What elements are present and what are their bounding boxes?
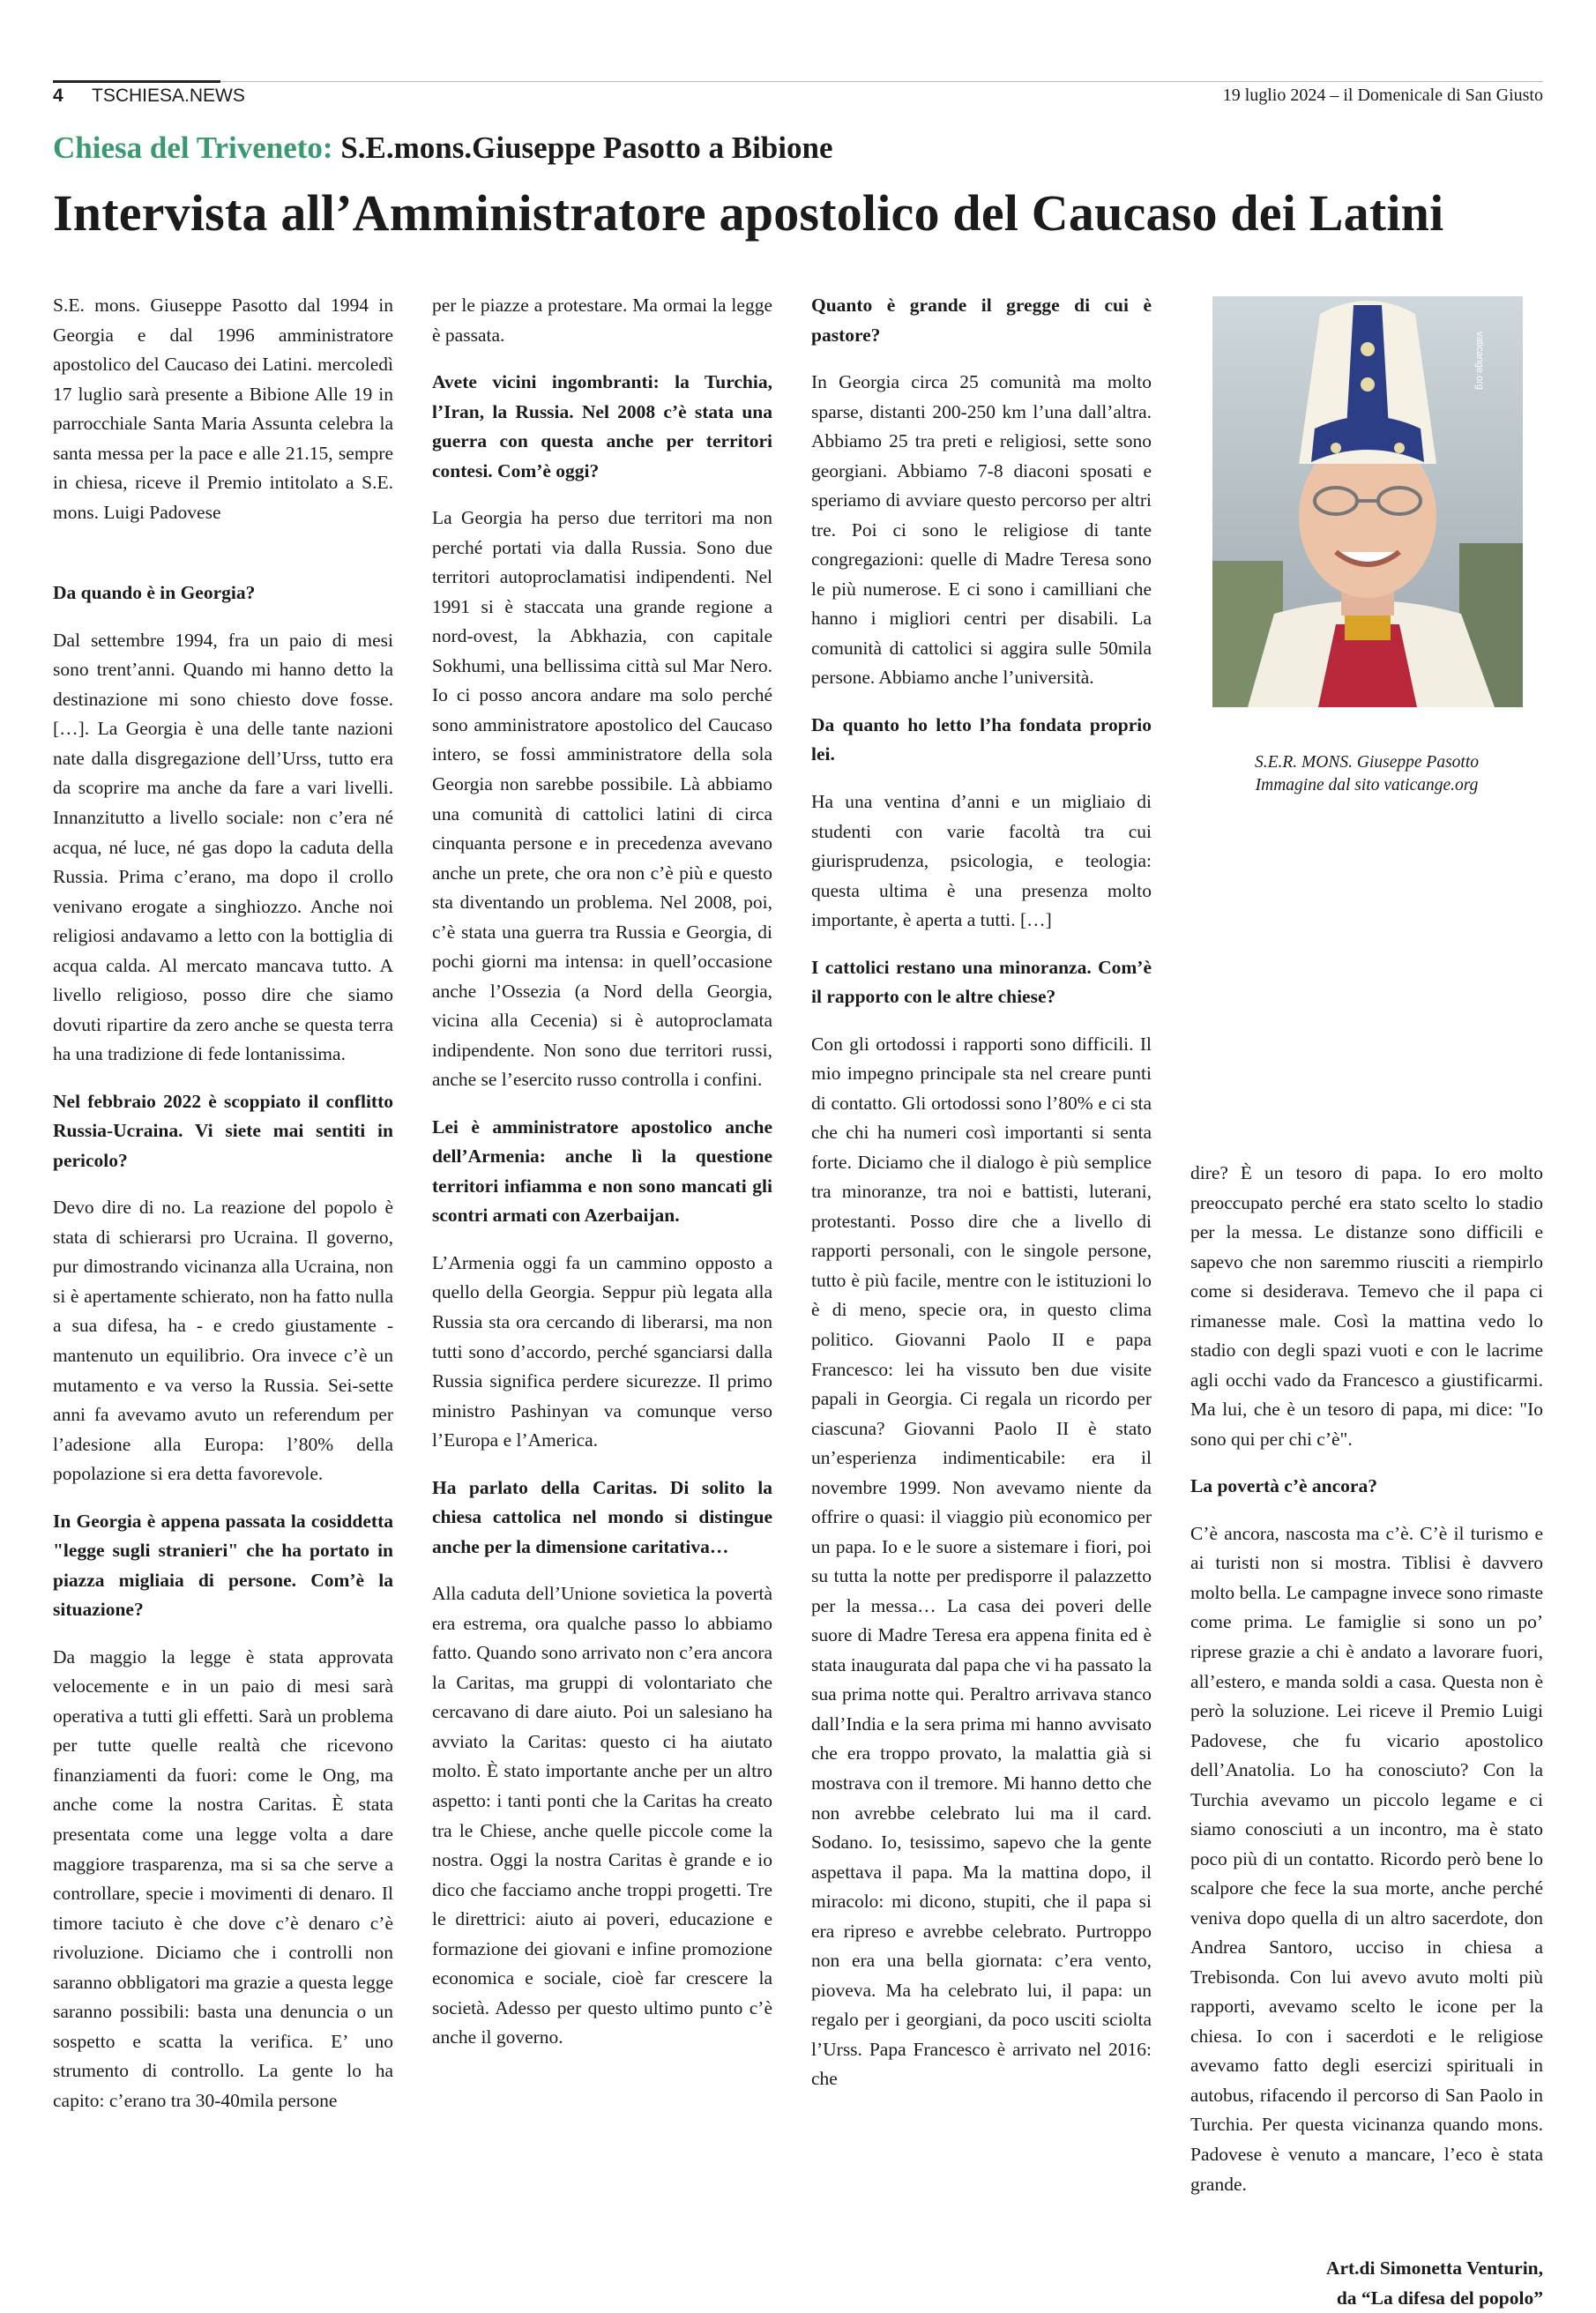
question: Quanto è grande il gregge di cui è pastore?: [811, 295, 1152, 346]
question: In Georgia è appena passata la cosiddetta "legge sugli stranieri" che ha portato in piazza migliaia di persone. Com’è la situazione?: [53, 1510, 393, 1621]
question: I cattolici restano una minoranza. Com’è il rapporto con le altre chiese?: [811, 956, 1152, 1008]
answer: L’Armenia oggi fa un cammino opposto a quello della Georgia. Seppur più legata alla Russia sta ora cercando di liberarsi, ma non tutti sono d’accordo, perché sganciarsi dalla Russia significa perdere sicurezze. Il primo ministro Pashinyan va comunque verso l’Europa e l’America.: [432, 1251, 772, 1451]
author-signature: [1190, 2254, 1543, 2313]
question: La povertà c’è ancora?: [1190, 1475, 1377, 1497]
signature-line-2: da “La difesa del popolo”: [1336, 2287, 1543, 2309]
page-number: 4: [53, 86, 63, 106]
kicker-label: Chiesa del Triveneto:: [53, 131, 333, 165]
question: Ha parlato della Caritas. Di solito la chiesa cattolica nel mondo si distingue anche per la dimensione caritativa…: [432, 1476, 772, 1557]
column-2: [432, 291, 772, 2071]
answer: Con gli ortodossi i rapporti sono difficili. Il mio impegno principale sta nel creare punti di contatto. Gli ortodossi sono l’80% e ci sta che chi ha numeri così importanti si senta forte. Diciamo che il dialogo è più semplice tra minoranze, tra noi e battisti, luterani, protestanti. Posso dire che a livello di rapporti personali, con le singole persone, tutto è più facile, mentre con le istituzioni lo è di meno, specie ora, in questo clima politico. Giovanni Paolo II e papa Francesco: lei ha vissuto ben due visite papali in Georgia. Ci regala un ricordo per ciascuna? Giovanni Paolo II è stato un’esperienza indimenticabile: era il novembre 1999. Non avevamo niente da offrire o quasi: il viaggio più economico per un papa. Io e le suore a sistemare i fiori, poi su tutta la notte per predisporre il palazzetto per la messa… La casa dei poveri delle suore di Madre Teresa era appena finita ed è stata inaugurata dal papa che vi ha passato la sua prima notte qui. Peraltro arrivava stanco dall’India e la sera prima mi hanno avvisato che era troppo provato, la malattia già si mostrava con il tremore. Mi hanno detto che non avrebbe celebrato lui ma il card. Sodano. Io, tesissimo, sapevo che la gente aspettava il papa. Ma la mattina dopo, il miracolo: mi dicono, stupiti, che il papa si era ripreso e avrebbe celebrato. Purtroppo non era una bella giornata: c’era vento, pioveva. Ma ha celebrato lui, il papa: un regalo per i georgiani, da poco usciti sciolta l’Urss. Papa Francesco è arrivato nel 2016: che: [811, 1033, 1152, 2090]
answer: La Georgia ha perso due territori ma non perché portati via dalla Russia. Sono due territori autoproclamatisi indipendenti. Nel 1991 si è staccata una grande regione a nord-ovest, la Abkhazia, con capitale Sokhumi, una bellissima città sul Mar Nero. Io ci posso ancora andare ma solo perché sono amministratore apostolico del Caucaso intero, se fossi amministratore della sola Georgia non sarebbe possibile. Là abbiamo una comunità di cattolici latini di circa cinquanta persone e in precedenza avevano anche un prete, che ora non c’è più e questo sta diventando un problema. Nel 2008, poi, c’è stata una guerra tra Russia e Georgia, di pochi giorni ma intensa: in quell’occasione anche l’Ossezia (a Nord della Georgia, vicina alla Cecenia) si è autoproclamata indipendente. Non sono due territori russi, anche se l’esercito russo controlla i confini.: [432, 507, 772, 1091]
photo-caption: [1190, 751, 1543, 798]
headline: Intervista all’Amministratore apostolico del Caucaso dei Latini: [53, 184, 1444, 242]
answer: per le piazze a protestare. Ma ormai la legge è passata.: [432, 295, 772, 346]
portrait-photo: [1212, 296, 1523, 707]
question: Lei è amministratore apostolico anche dell’Armenia: anche lì la questione territori infiamma e non sono mancati gli scontri armati con Azerbaijan.: [432, 1115, 772, 1227]
header-accent-rule: [53, 80, 220, 83]
answer: Devo dire di no. La reazione del popolo è stata di schierarsi pro Ucraina. Il governo, pur dimostrando vicinanza alla Ucraina, non si è apertamente schierato, non ha fatto nulla a sua difesa, ha - e credo giustamente - mantenuto un equilibrio. Ora invece c’è un mutamento e va verso la Russia. Sei-sette anni fa avevamo avuto un referendum per l’adesione alla Europa: l’80% della popolazione si era detta favorevole.: [53, 1197, 393, 1485]
question: Avete vicini ingombranti: la Turchia, l’Iran, la Russia. Nel 2008 c’è stata una guerra con questa anche per territori contesi. Com’è oggi?: [432, 371, 772, 481]
column-1: [53, 291, 393, 2133]
page-header: [53, 81, 1543, 112]
signature-line-1: Art.di Simonetta Venturin,: [1325, 2257, 1543, 2279]
kicker-text: S.E.mons.Giuseppe Pasotto a Bibione: [340, 131, 833, 165]
intro-paragraph: S.E. mons. Giuseppe Pasotto dal 1994 in Georgia e dal 1996 amministratore apostolico del Caucaso dei Latini. mercoledì 17 luglio sarà presente a Bibione Alle 19 in parrocchiale Santa Maria Assunta celebra la santa messa per la pace e alle 21.15, sempre in chiesa, riceve il Premio intitolato a S.E. mons. Luigi Padovese: [53, 295, 393, 523]
question: Da quando è in Georgia?: [53, 582, 256, 604]
answer: Ha una ventina d’anni e un migliaio di studenti con varie facoltà tra cui giurisprudenza, psicologia, e teologia: questa ultima è una presenza molto importante, è aperta a tutti. […]: [811, 790, 1152, 931]
answer: dire? È un tesoro di papa. Io ero molto preoccupato perché era stato scelto lo stadio per la messa. Le distanze sono difficili e sapevo che non saremmo riusciti a riempirlo come si desiderava. Temevo che il papa ci rimanesse male. Così la mattina vedo lo stadio con degli spazi vuoti e con le lacrime agli occhi vado da Francesco a giustificarmi. Ma lui, che è un tesoro di papa, mi dice: "Io sono qui per chi c’è".: [1190, 1162, 1543, 1450]
answer: C’è ancora, nascosta ma c’è. C’è il turismo e ai turisti non si mostra. Tiblisi è davvero molto bella. Le campagne invece sono rimaste come prima. Le famiglie si sono un po’ riprese grazie a chi è andato a lavorare fuori, all’estero, e manda soldi a casa. Questa non è però la soluzione. Lei riceve il Premio Luigi Padovese, che fu vicario apostolico dell’Anatolia. Lo ha conosciuto? Con la Turchia avevamo un piccolo legame e ci siamo conosciuti a un incontro, ma è stato poco più di un contatto. Ricordo però bene lo scalpore che fece la sua morte, anche perché veniva dopo quella di un altro sacerdote, don Andrea Santoro, ucciso in chiesa a Trebisonda. Con lui avevo avuto molti più rapporti, avevamo scelto le icone per la chiesa. Io con i sacerdoti e le religiose avevamo fatto degli esercizi spirituali in autobus, rifacendo il percorso di San Paolo in Turchia. Per questa vicinanza quando mons. Padovese è venuto a mancare, l’eco è stata grande.: [1190, 1522, 1543, 2195]
answer: Da maggio la legge è stata approvata velocemente e in un paio di mesi sarà operativa a tutti gli effetti. Sarà un problema per tutte quelle realtà che ricevono finanziamenti da fuori: come le Ong, ma anche come la nostra Caritas. È stata presentata come una legge volta a dare maggiore trasparenza, ma si sa che serve a controllare, specie i movimenti di denaro. Il timore taciuto è che dove c’è denaro c’è rivoluzione. Diciamo che i controlli non saranno obbligatori ma grazie a questa legge saranno possibili: basta una denuncia o un sospetto e scatta la verifica. E’ uno strumento di controllo. La gente lo ha capito: c’erano tra 30-40mila persone: [53, 1645, 393, 2111]
question: Nel febbraio 2022 è scoppiato il conflitto Russia-Ucraina. Vi siete mai sentiti in pericolo?: [53, 1090, 393, 1171]
column-4: [1190, 1159, 1543, 2313]
bishop-portrait-illustration: [1212, 296, 1523, 707]
caption-line-2: Immagine dal sito vaticange.org: [1255, 776, 1479, 795]
kicker: [53, 131, 832, 166]
answer: Dal settembre 1994, fra un paio di mesi sono trent’anni. Quando mi hanno detto la destinazione mi sono chiesto dove fosse. […]. La Georgia è una delle tante nazioni nate dalla disgregazione dell’Urss, tutto era da scoprire ma anche da fare a vari livelli. Innanzitutto a livello sociale: non c’era né acqua, né luce, né gas dopo la caduta della Russia. Prima c’erano, ma dopo il crollo venivano erogate a singhiozzo. Anche noi religiosi andavamo a letto con la bottiglia di acqua calda. Al mercato mancava tutto. A livello religioso, posso dire che siamo dovuti ripartire da zero anche se questa terra ha una tradizione di fede lontanissima.: [53, 629, 393, 1065]
question: Da quanto ho letto l’ha fondata proprio lei.: [811, 713, 1152, 765]
publication-name: TSCHIESA.NEWS: [92, 86, 245, 106]
photo-watermark: vaticange.org: [1474, 332, 1485, 391]
column-3: [811, 291, 1152, 2112]
caption-line-1: S.E.R. MONS. Giuseppe Pasotto: [1254, 753, 1479, 772]
answer: In Georgia circa 25 comunità ma molto sparse, distanti 200-250 km l’una dall’altra. Abbiamo 25 tra preti e religiosi, sette sono georgiani. Abbiamo 7-8 diaconi sposati e speriamo di avviare questo percorso per altri tre. Poi ci sono le religiose di tante congregazioni: quelle di Madre Teresa sono le più numerose. E ci sono i camilliani che hanno i migliori centri per disabili. La comunità di cattolici si aggira sulle 50mila persone. Abbiamo anche l’università.: [811, 371, 1152, 689]
answer: Alla caduta dell’Unione sovietica la povertà era estrema, ora qualche passo lo abbiamo fatto. Quando sono arrivato non c’era ancora la Caritas, ma gruppi di volontariato che cercavano di dare aiuto. Poi un salesiano ha avviato la Caritas: questo ci ha aiutato molto. È stato importante anche per un altro aspetto: i tanti ponti che la Caritas ha creato tra le Chiese, anche quelle piccole come la nostra. Oggi la nostra Caritas è grande e io dico che facciamo anche troppi progetti. Tre le direttrici: aiuto ai poveri, educazione e formazione dei giovani e infine promozione economica e sociale, cioè far crescere la società. Adesso per questo ultimo punto c’è anche il governo.: [432, 1583, 772, 2048]
issue-date: 19 luglio 2024 – il Domenicale di San Giusto: [1222, 86, 1543, 105]
